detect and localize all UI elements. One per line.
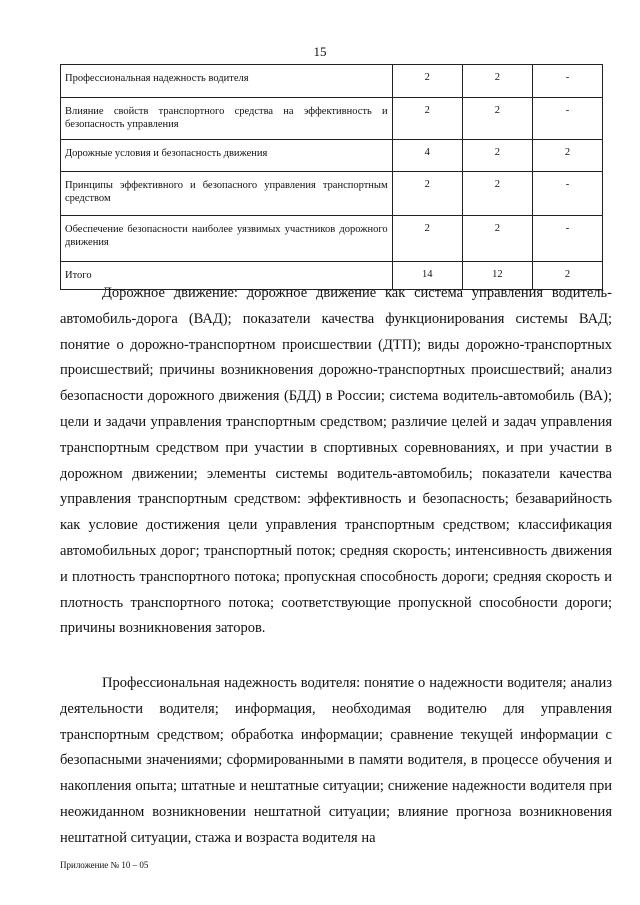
hours-table <box>60 64 603 290</box>
hours-total: 2 <box>392 65 462 98</box>
topic-name: Дорожные условия и безопасность движения <box>61 140 393 172</box>
table-row <box>61 65 603 98</box>
total-label: Итого <box>61 262 393 290</box>
table-row <box>61 140 603 172</box>
page-number: 15 <box>313 44 327 59</box>
hours-theory: 2 <box>462 172 532 216</box>
hours-practice: - <box>532 172 602 216</box>
footer-note: Приложение № 10 – 05 <box>60 860 149 870</box>
hours-total: 2 <box>392 98 462 140</box>
topic-name: Принципы эффективного и безопасного управления транспортным средством <box>61 172 393 216</box>
hours-theory: 2 <box>462 216 532 262</box>
hours-theory: 2 <box>462 140 532 172</box>
hours-practice: - <box>532 98 602 140</box>
section-driver-reliability <box>60 671 612 852</box>
table-row <box>61 98 603 140</box>
hours-practice: 2 <box>532 140 602 172</box>
hours-total: 2 <box>392 172 462 216</box>
paragraph: Дорожное движение: дорожное движение как система управления водитель-автомобиль-дорога (ВАД); показатели качества функционирования системы ВАД; понятие о дорожно-транспортном происшествии (ДТП); виды дорожно-транспортных происшествий; причины возникновения дорожно-транспортных происшествий; анализ безопасности дорожного движения (БДД) в России; система водитель-автомобиль (ВА); цели и задачи управления транспортным средством; различие целей и задач управления транспортным средством при участии в спортивных соревнованиях, и при участии в дорожном движении; элементы системы водитель-автомобиль; показатели качества управления транспортным средством: эффективность и безопасность; безаварийность как условие достижения цели управления транспортным средством; классификация автомобильных дорог; транспортный поток; средняя скорость; интенсивность движения и плотность транспортного потока; пропускная способность дороги; средняя скорость и плотность транспортного потока; соответствующие пропускной способности дороги; причины возникновения заторов. <box>60 285 612 637</box>
topic-name: Влияние свойств транспортного средства на эффективность и безопасность управления <box>61 98 393 140</box>
paragraph: Профессиональная надежность водителя: понятие о надежности водителя; анализ деятельности водителя; информация, необходимая водителю для управления транспортным средством; обработка информации; сравнение текущей информации с безопасными значениями; сформированными в памяти водителя, в процессе обучения и накопления опыта; штатные и нештатные ситуации; снижение надежности водителя при неожиданном возникновении нештатной ситуации; влияние прогноза возникновения нештатной ситуации, стажа и возраста водителя на <box>60 675 612 846</box>
hours-practice: - <box>532 216 602 262</box>
hours-practice: 2 <box>532 262 602 290</box>
hours-theory: 12 <box>462 262 532 290</box>
topic-name: Профессиональная надежность водителя <box>61 65 393 98</box>
topic-name: Обеспечение безопасности наиболее уязвимых участников дорожного движения <box>61 216 393 262</box>
hours-total: 4 <box>392 140 462 172</box>
hours-practice: - <box>532 65 602 98</box>
hours-theory: 2 <box>462 65 532 98</box>
hours-theory: 2 <box>462 98 532 140</box>
hours-total: 2 <box>392 216 462 262</box>
section-road-traffic <box>60 281 612 642</box>
table-row <box>61 216 603 262</box>
hours-total: 14 <box>392 262 462 290</box>
table-row <box>61 172 603 216</box>
